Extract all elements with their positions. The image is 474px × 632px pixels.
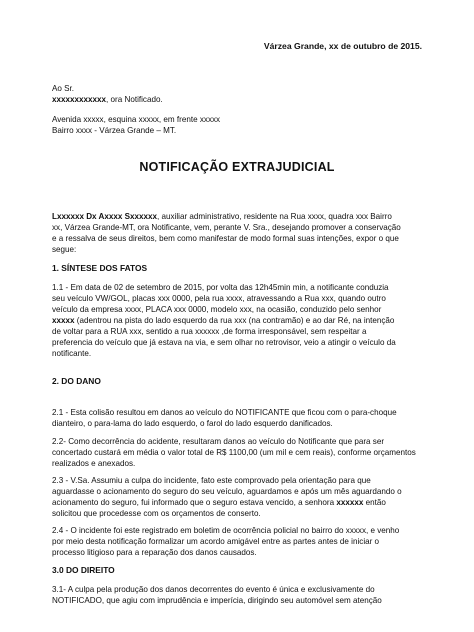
section-2-line: processo litigioso para a reparação dos danos causados. (52, 548, 257, 557)
section-1-line: 1.1 - Em data de 02 de setembro de 2015, por volta das 12h45min min, a notificante conduzia (52, 283, 389, 292)
recipient-name: xxxxxxxxxxxx (52, 95, 107, 104)
intro-line-2: xx, Várzea Grande-MT, ora Notificante, vem, perante V. Sra., desejando promover a conservação (52, 223, 401, 232)
section-2-line: acionamento do seguro, fui informado que o seguro estava vencido, a senhora xxxxxx então (52, 498, 386, 507)
intro-line-1: Lxxxxxx Dx Axxxx Sxxxxxx, auxiliar administrativo, residente na Rua xxxx, quadra xxx Bairro (52, 212, 392, 221)
recipient-line (52, 94, 163, 105)
section-1-heading: 1. SÍNTESE DOS FATOS (52, 263, 148, 273)
section-2-line: 2.2- Como decorrência do acidente, resultaram danos ao veículo do Notificante que para ser (52, 437, 385, 446)
section-2-line: concertado custará em média o valor total de R$ 1100,00 (um mil e cem reais), conforme orçamentos (52, 448, 416, 457)
page-title: NOTIFICAÇÃO EXTRAJUDICIAL (139, 160, 335, 174)
salutation: Ao Sr. (52, 84, 75, 93)
section-3-heading: 3.0 DO DIREITO (52, 565, 115, 575)
recipient-suffix: , ora Notificado. (106, 95, 163, 104)
intro-line-3: e a ressalva de seus direitos, bem como manifestar de modo formal suas intenções, expor o que (52, 234, 399, 243)
section-3-line: 3.1- A culpa pela produção dos danos decorrentes do evento é única e exclusivamente do (52, 585, 375, 594)
section-1-line: xxxxx (adentrou na pista do lado esquerdo da rua xxx (na contramão) e ao dar Ré, na intenção (52, 316, 395, 325)
section-2-line: 2.4 - O incidente foi este registrado em boletim de ocorrência policial no bairro do xxxxx, e venho (52, 526, 400, 535)
section-2-line: por meio desta notificação formalizar um acordo amigável entre as partes antes de iniciar o (52, 537, 380, 546)
section-3-line: NOTIFICADO, que agiu com imprudência e imperícia, dirigindo seu automóvel sem atenção (52, 596, 382, 605)
date-line: Várzea Grande, xx de outubro de 2015. (263, 41, 422, 51)
address-line-2: Bairro xxxx - Várzea Grande – MT. (52, 126, 177, 135)
section-2-heading: 2. DO DANO (52, 376, 101, 386)
intro-line-4: segue: (52, 245, 77, 254)
section-2-line: dianteiro, o para-lama do lado esquerdo, o farol do lado esquerdo danificados. (52, 419, 333, 428)
notifier-name: Lxxxxxx Dx Axxxx Sxxxxxx (52, 212, 158, 221)
section-1-line: veículo da empresa xxxx, PLACA xxx 0000, modelo xxx, na ocasião, conduzido pelo senhor (52, 305, 382, 314)
section-2-line: solicitou que procedesse com os orçamentos de conserto. (52, 509, 261, 518)
section-1-line: de voltar para a RUA xxx, sentido a rua xxxxxx ,de forma irresponsável, sem respeitar a (52, 327, 367, 336)
section-1-line: notificante. (52, 349, 92, 358)
address-line-1: Avenida xxxxx, esquina xxxxx, em frente xxxxx (52, 115, 221, 124)
section-2-line: realizados e anexados. (52, 459, 136, 468)
section-1-line: seu veículo VW/GOL, placas xxx 0000, pela rua xxxx, atravessando a Rua xxx, quando outro (52, 294, 386, 303)
section-2-line: 2.3 - V.Sa. Assumiu a culpa do incidente, fato este comprovado pela orientação para que (52, 476, 371, 485)
section-2-line: aguardasse o acionamento do seguro do seu veículo, aguardamos e após um mês aguardando o (52, 487, 402, 496)
section-1-line: preferencia do veículo que já estava na via, e sem olhar no retrovisor, veio a atingir o veículo da (52, 338, 396, 347)
section-2-line: 2.1 - Esta colisão resultou em danos ao veículo do NOTIFICANTE que ficou com o para-choque (52, 408, 397, 417)
